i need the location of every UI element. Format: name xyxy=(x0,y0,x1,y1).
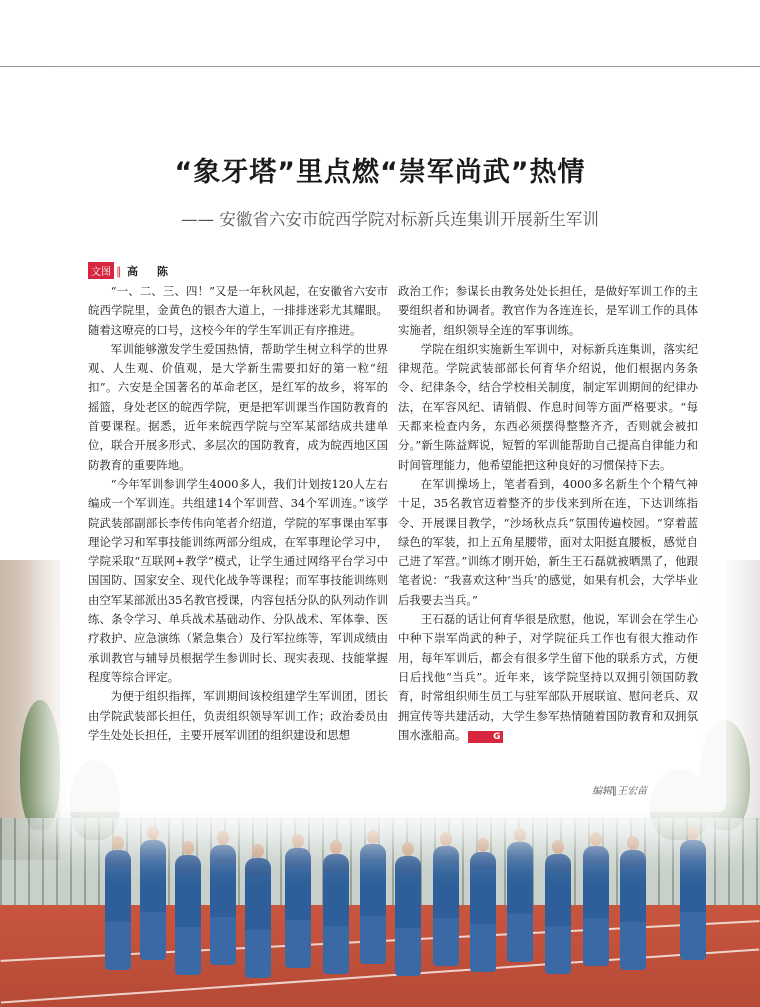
paragraph: “今年军训参训学生4000多人，我们计划按120人左右编成一个军训连。共组建14个军训营、34个军训连。”该学院武装部副部长李传伟向笔者介绍道，学院的军事课由军事理论学习和军事技能训练两部分组成，在军事理论学习中，学院采取“互联网+教学”模式，让学生通过网络平台学习中国国防、国家安全、现代化战争等课程；而军事技能训练则由空军某部派出35名教官授课，内容包括分队的队列动作训练、条令学习、单兵战术基础动作、分队战术、军体拳、医疗救护、应急演练（紧急集合）及行军拉练等，军训成绩由承训教官与辅导员根据学生参训时长、现实表现、技能掌握程度等综合评定。 xyxy=(88,476,388,684)
byline-author: 高 陈 xyxy=(127,265,172,278)
byline xyxy=(88,262,172,279)
byline-separator: ∥ xyxy=(116,265,122,278)
byline-badge: 文图 xyxy=(88,262,114,279)
article-title: “象牙塔”里点燃“崇军尚武”热情 xyxy=(174,157,586,188)
article-subtitle: —— 安徽省六安市皖西学院对标新兵连集训开展新生军训 xyxy=(181,210,599,229)
left-column xyxy=(88,282,388,745)
paragraph: 在军训操场上，笔者看到，4000多名新生个个精气神十足，35名教官迈着整齐的步伐来到所在连，下达训练指令、开展课目教学，“沙场秋点兵”氛围传遍校园。“穿着蓝绿色的军装，扣上五角星腰带，面对太阳挺直腰板，感觉自己进了军营。”训练才刚开始，新生王石磊就被晒黑了，他跟笔者说：“我喜欢这种‘当兵’的感觉，如果有机会，大学毕业后我要去当兵。” xyxy=(398,476,698,607)
paragraph-text: 王石磊的话让何育华很是欣慰，他说，军训会在学生心中种下崇军尚武的种子，对学院征兵工作也有很大推动作用，每年军训后，都会有很多学生留下他的联系方式，方便日后找他“当兵”。近年来，该学院坚持以双拥引领国防教育，时常组织师生员工与驻军部队开展联谊、慰问老兵、双拥宣传等共建活动，大学生参军热情随着国防教育和双拥氛围水涨船高。 xyxy=(398,612,698,742)
right-column xyxy=(398,282,698,745)
paragraph: 军训能够激发学生爱国热情，帮助学生树立科学的世界观、人生观、价值观，是大学新生需要扣好的第一粒“纽扣”。六安是全国著名的革命老区，是红军的故乡，将军的摇篮，身处老区的皖西学院，更是把军训课当作国防教育的首要课程。据悉，近年来皖西学院与空军某部结成共建单位，联合开展多形式、多层次的国防教育，成为皖西地区国防教育的重要阵地。 xyxy=(88,341,388,472)
paragraph: “一、二、三、四！”又是一年秋风起，在安徽省六安市皖西学院里，金黄色的银杏大道上，一排排迷彩尤其耀眼。随着这嘹亮的口号，这校今年的学生军训正有序推进。 xyxy=(88,284,388,337)
paragraph: 为便于组织指挥，军训期间该校组建学生军训团，团长由学院武装部长担任，负责组织领导军训工作；政治委员由学生处处长担任，主要开展军训团的组织建设和思想 xyxy=(88,689,388,742)
editor-credit: 编辑∥王宏苗 xyxy=(592,786,647,797)
paragraph: 政治工作；参谋长由教务处处长担任，是做好军训工作的主要组织者和协调者。教官作为各连连长，是军训工作的具体实施者，组织领导全连的军事训练。 xyxy=(398,284,698,337)
end-mark-icon: G xyxy=(468,731,502,743)
paragraph-last xyxy=(398,610,698,745)
paragraph: 学院在组织实施新生军训中，对标新兵连集训，落实纪律规范。学院武装部部长何育华介绍说，他们根据内务条令、纪律条令，结合学校相关制度，制定军训期间的纪律办法，在军容风纪、请销假、作息时间等方面严格要求。“每天都来检查内务，东西必须摆得整整齐齐，否则就会被扣分。”新生陈益辉说，短暂的军训能帮助自己提高自律能力和时间管理能力，他希望能把这种良好的习惯保持下去。 xyxy=(398,341,698,472)
